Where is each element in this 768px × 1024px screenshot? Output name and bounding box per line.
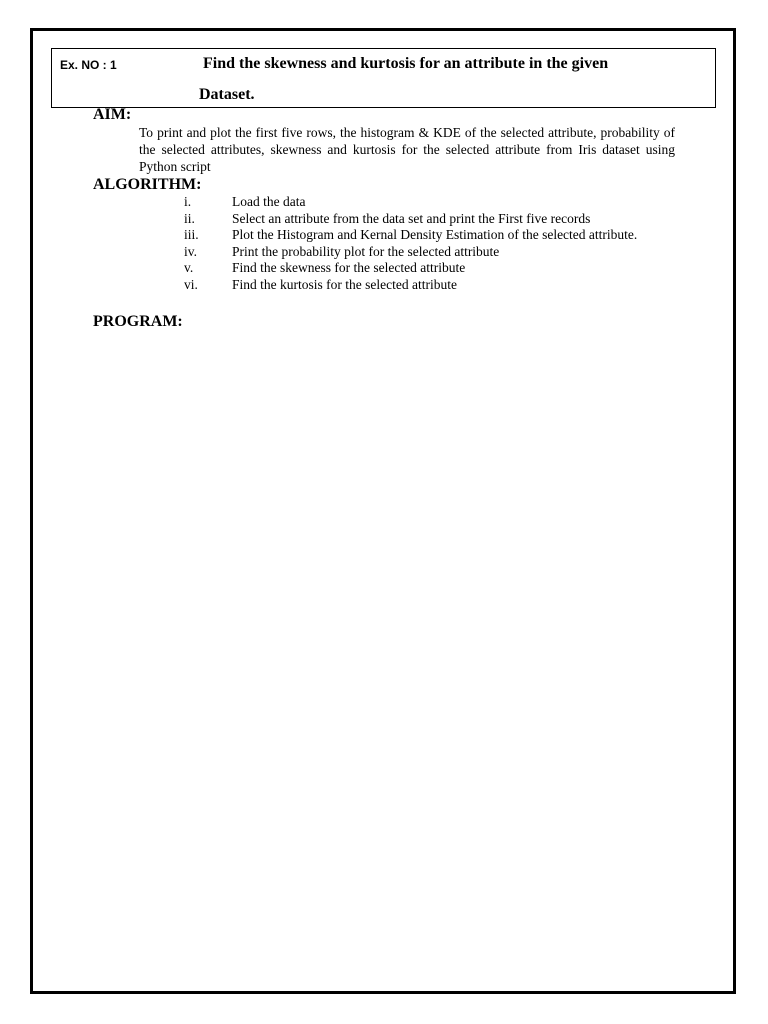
algorithm-step	[170, 194, 670, 211]
exercise-title-line-2: Dataset.	[199, 86, 255, 103]
algorithm-step	[170, 244, 670, 261]
aim-heading: AIM:	[93, 106, 132, 123]
algorithm-step	[170, 227, 670, 244]
step-number: ii.	[184, 210, 195, 226]
algorithm-step	[170, 260, 670, 277]
step-number: iv.	[184, 243, 197, 259]
exercise-number: Ex. NO : 1	[60, 58, 117, 72]
step-text: Select an attribute from the data set and print the First five records	[232, 210, 591, 226]
step-number: v.	[184, 260, 194, 275]
step-number: i.	[184, 194, 192, 209]
step-text: Print the probability plot for the selected attribute	[232, 243, 500, 259]
step-text: Plot the Histogram and Kernal Density Estimation of the selected attribute.	[232, 227, 638, 242]
aim-text: To print and plot the first five rows, the histogram & KDE of the selected attribute, probability of the selected attributes, skewness and kurtosis for the selected attribute from Iris dataset using Python script	[139, 125, 675, 174]
step-number: vi.	[184, 276, 198, 292]
step-text: Load the data	[232, 194, 306, 209]
step-text: Find the kurtosis for the selected attribute	[232, 276, 457, 292]
exercise-title-line-1: Find the skewness and kurtosis for an attribute in the given	[203, 55, 609, 72]
program-heading: PROGRAM:	[93, 313, 183, 330]
step-number: iii.	[184, 227, 199, 242]
algorithm-heading: ALGORITHM:	[93, 176, 202, 193]
algorithm-step	[170, 277, 670, 294]
algorithm-step	[170, 211, 670, 228]
step-text: Find the skewness for the selected attribute	[232, 260, 466, 275]
algorithm-steps	[170, 194, 670, 293]
